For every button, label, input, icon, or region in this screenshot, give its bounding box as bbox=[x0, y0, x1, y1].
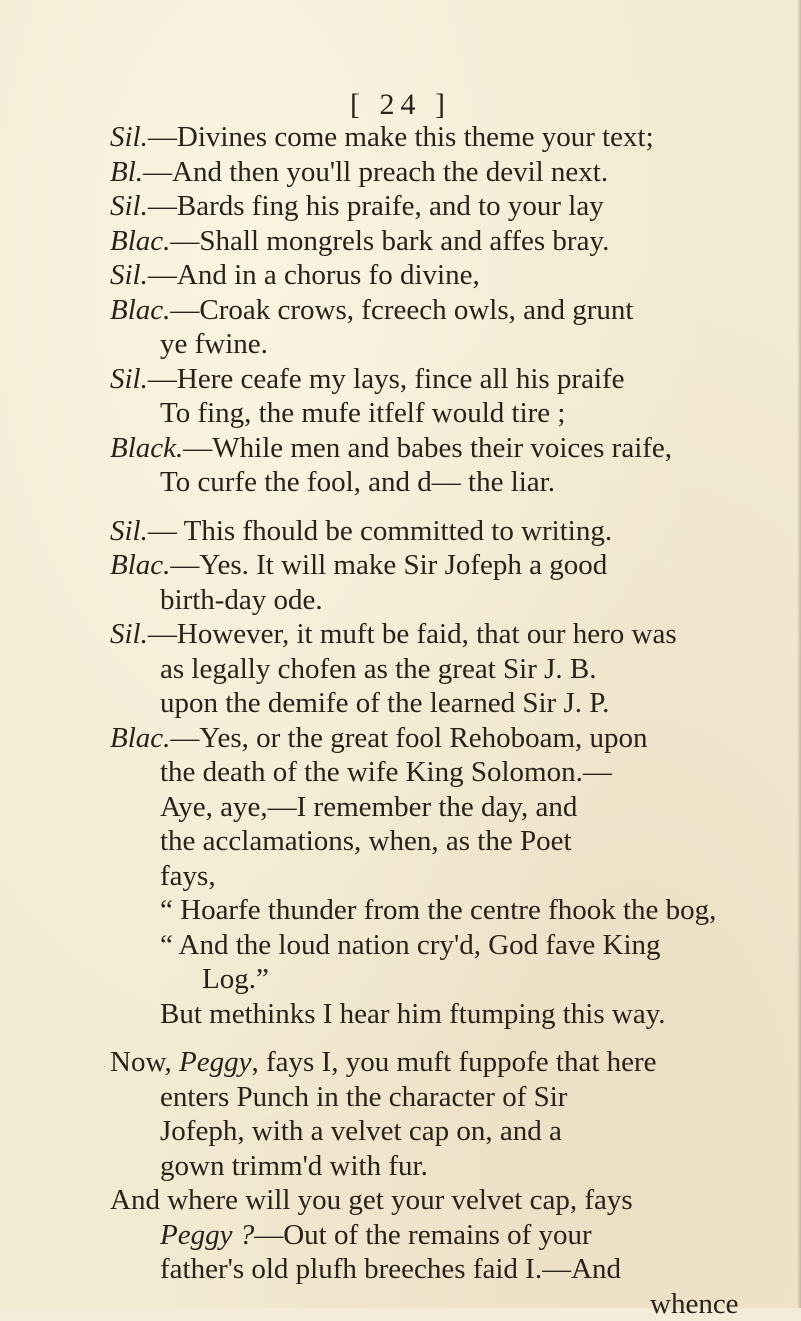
line-text: —And in a chorus fo divine, bbox=[148, 259, 480, 291]
line-text: as legally chofen as the great Sir J. B. bbox=[160, 653, 597, 685]
speaker-label: Sil. bbox=[110, 259, 148, 291]
line-text: To curfe the fool, and d— the liar. bbox=[160, 466, 555, 498]
line-text: —Yes, or the great fool Rehoboam, upon bbox=[170, 722, 647, 754]
line-text: —However, it muft be faid, that our hero was bbox=[148, 618, 677, 650]
text-line bbox=[110, 293, 790, 328]
line-text: the acclamations, when, as the Poet bbox=[160, 825, 572, 857]
line-text: —Croak crows, fcreech owls, and grunt bbox=[170, 294, 633, 326]
text-line bbox=[110, 859, 790, 894]
text-line bbox=[110, 514, 790, 549]
line-text: upon the demife of the learned Sir J. P. bbox=[160, 687, 609, 719]
line-text: the death of the wife King Solomon.— bbox=[160, 756, 612, 788]
page-edge-shadow bbox=[797, 0, 801, 1308]
text-line bbox=[110, 962, 790, 997]
line-text: And where will you get your velvet cap, fays bbox=[110, 1184, 633, 1216]
text-line bbox=[110, 465, 790, 500]
text-line bbox=[110, 327, 790, 362]
line-text: Now, bbox=[110, 1046, 179, 1078]
line-text: birth-day ode. bbox=[160, 584, 323, 616]
text-line bbox=[110, 431, 790, 466]
emphasis-name: Peggy ? bbox=[160, 1219, 254, 1251]
text-line bbox=[110, 120, 790, 155]
line-text: —Yes. It will make Sir Jofeph a good bbox=[170, 549, 607, 581]
text-line bbox=[110, 997, 790, 1032]
text-line bbox=[110, 1045, 790, 1080]
speaker-label: Sil. bbox=[110, 618, 148, 650]
emphasis-name: Peggy bbox=[179, 1046, 251, 1078]
line-text: But methinks I hear him ftumping this way. bbox=[160, 998, 666, 1030]
text-line bbox=[110, 258, 790, 293]
text-line bbox=[110, 224, 790, 259]
text-line bbox=[110, 1287, 790, 1321]
text-line bbox=[110, 396, 790, 431]
line-text: Jofeph, with a velvet cap on, and a bbox=[160, 1115, 562, 1147]
line-text: fays, bbox=[160, 860, 216, 892]
line-text: —And then you'll preach the devil next. bbox=[143, 156, 608, 188]
text-line bbox=[110, 1218, 790, 1253]
text-line bbox=[110, 755, 790, 790]
text-line bbox=[110, 721, 790, 756]
text-line bbox=[110, 1149, 790, 1184]
text-line bbox=[110, 893, 790, 928]
line-text-after: —Out of the remains of your bbox=[254, 1219, 591, 1251]
line-text: ye fwine. bbox=[160, 328, 268, 360]
text-line bbox=[110, 1080, 790, 1115]
text-line bbox=[110, 617, 790, 652]
line-text: —While men and babes their voices raife, bbox=[183, 432, 672, 464]
text-line bbox=[110, 189, 790, 224]
line-text: —Bards fing his praife, and to your lay bbox=[148, 190, 604, 222]
line-text-after: , fays I, you muft fuppofe that here bbox=[251, 1046, 656, 1078]
text-line bbox=[110, 362, 790, 397]
line-text: Log.” bbox=[202, 963, 269, 995]
text-line bbox=[110, 1252, 790, 1287]
text-line bbox=[110, 790, 790, 825]
speaker-label: Sil. bbox=[110, 190, 148, 222]
line-text: enters Punch in the character of Sir bbox=[160, 1081, 567, 1113]
speaker-label: Sil. bbox=[110, 121, 148, 153]
line-text: —Divines come make this theme your text; bbox=[148, 121, 654, 153]
text-line bbox=[110, 1183, 790, 1218]
text-line bbox=[110, 583, 790, 618]
line-text: “ And the loud nation cry'd, God fave King bbox=[160, 929, 661, 961]
text-line bbox=[110, 548, 790, 583]
line-text: gown trimm'd with fur. bbox=[160, 1150, 428, 1182]
line-text: To fing, the mufe itfelf would tire ; bbox=[160, 397, 565, 429]
speaker-label: Bl. bbox=[110, 156, 143, 188]
text-line bbox=[110, 1114, 790, 1149]
speaker-label: Blac. bbox=[110, 549, 170, 581]
speaker-label: Blac. bbox=[110, 294, 170, 326]
speaker-label: Sil. bbox=[110, 515, 148, 547]
text-line bbox=[110, 155, 790, 190]
page-text bbox=[110, 120, 790, 1321]
line-text: —Here ceafe my lays, fince all his praife bbox=[148, 363, 625, 395]
speaker-label: Black. bbox=[110, 432, 183, 464]
page-number: [ 24 ] bbox=[0, 88, 801, 122]
text-line bbox=[110, 652, 790, 687]
line-text: — This fhould be committed to writing. bbox=[148, 515, 612, 547]
speaker-label: Sil. bbox=[110, 363, 148, 395]
speaker-label: Blac. bbox=[110, 722, 170, 754]
line-text: father's old plufh breeches faid I.—And bbox=[160, 1253, 621, 1285]
speaker-label: Blac. bbox=[110, 225, 170, 257]
line-text: —Shall mongrels bark and affes bray. bbox=[170, 225, 609, 257]
text-line bbox=[110, 928, 790, 963]
text-line bbox=[110, 824, 790, 859]
line-text: whence bbox=[650, 1288, 739, 1320]
line-text: Aye, aye,—I remember the day, and bbox=[160, 791, 577, 823]
line-text: “ Hoarfe thunder from the centre fhook the bog, bbox=[160, 894, 716, 926]
text-line bbox=[110, 686, 790, 721]
